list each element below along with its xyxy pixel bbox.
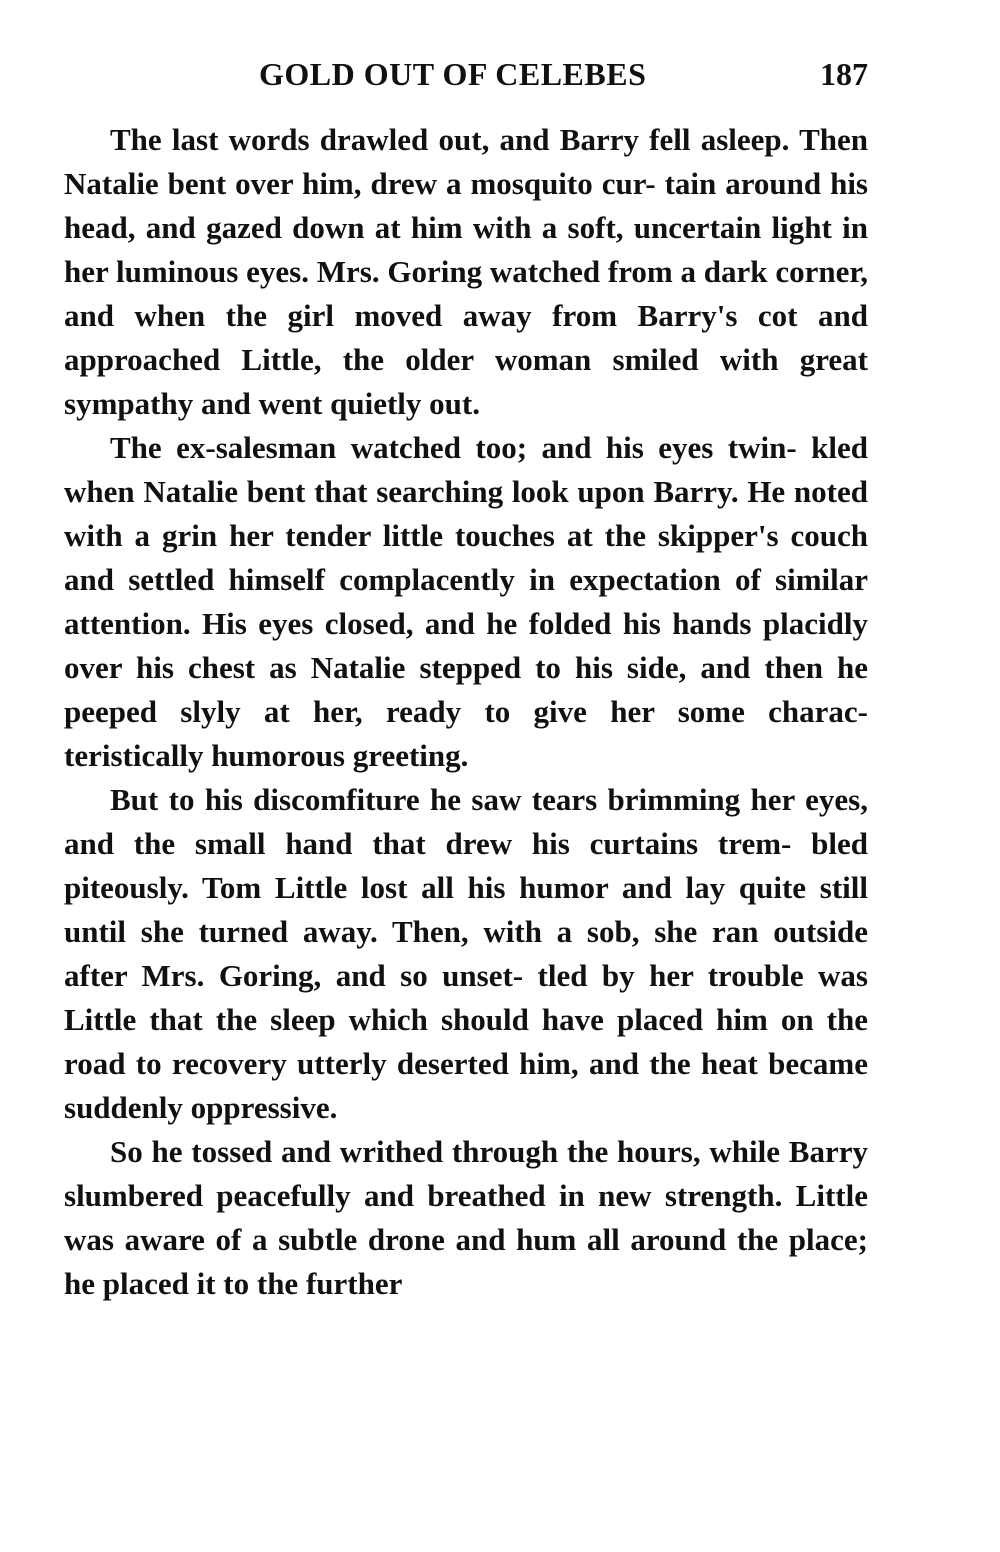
running-title: GOLD OUT OF CELEBES	[259, 56, 647, 92]
paragraph-2: The ex-salesman watched too; and his eyes twin- kled when Natalie bent that searching look upon Barry. He noted with a grin her tender little touches at the skipper's couch and settled himself complacently in expectation of similar attention. His eyes closed, and he folded his hands placidly over his chest as Natalie stepped to his side, and then he peeped slyly at her, ready to give her some charac- teristically humorous greeting.	[64, 430, 868, 773]
body-text	[64, 118, 868, 1306]
paragraph-1: The last words drawled out, and Barry fell asleep. Then Natalie bent over him, drew a mosquito cur- tain around his head, and gazed down at him with a soft, uncertain light in her luminous eyes. Mrs. Goring watched from a dark corner, and when the girl moved away from Barry's cot and approached Little, the older woman smiled with great sympathy and went quietly out.	[64, 122, 868, 421]
paragraph-3: But to his discomfiture he saw tears brimming her eyes, and the small hand that drew his curtains trem- bled piteously. Tom Little lost all his humor and lay quite still until she turned away. Then, with a sob, she ran outside after Mrs. Goring, and so unset- tled by her trouble was Little that the sleep which should have placed him on the road to recovery utterly deserted him, and the heat became suddenly oppressive.	[64, 782, 868, 1125]
page-number: 187	[820, 56, 868, 92]
paragraph-4: So he tossed and writhed through the hours, while Barry slumbered peacefully and breathed in new strength. Little was aware of a subtle drone and hum all around the place; he placed it to the further	[64, 1134, 868, 1301]
running-head	[64, 56, 868, 100]
